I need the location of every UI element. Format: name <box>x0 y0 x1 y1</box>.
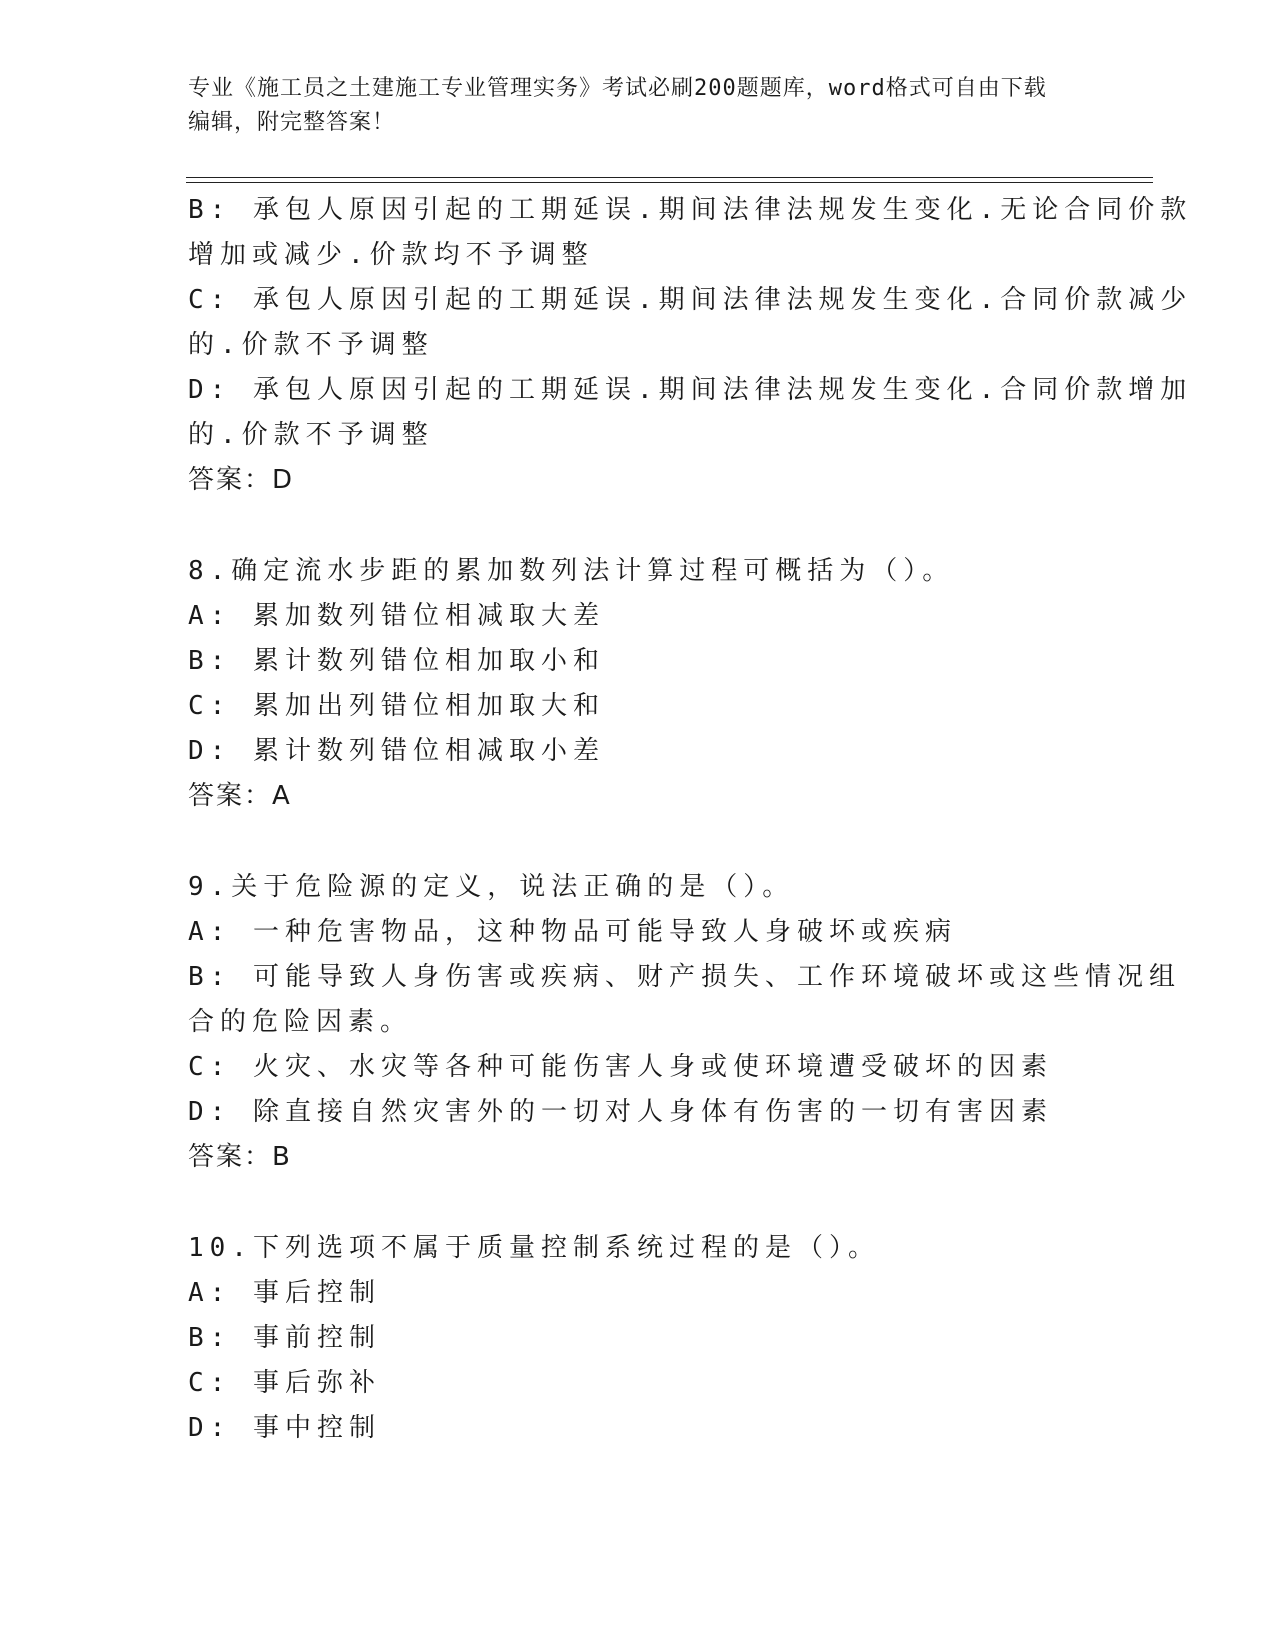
option-a: A: 事后控制 <box>188 1278 381 1308</box>
option-a: A: 累加数列错位相减取大差 <box>188 601 605 631</box>
question-8 <box>188 549 1088 819</box>
option-d: D: 事中控制 <box>188 1413 381 1443</box>
question-9 <box>188 865 1181 1180</box>
option-c-line-1: C: 承包人原因引起的工期延误.期间法律法规发生变化.合同价款减少 <box>188 285 1193 315</box>
option-b-line-2: 增加或减少.价款均不予调整 <box>188 240 594 270</box>
option-d-line-1: D: 承包人原因引起的工期延误.期间法律法规发生变化.合同价款增加 <box>188 375 1193 405</box>
option-d: D: 累计数列错位相减取小差 <box>188 736 605 766</box>
option-d: D: 除直接自然灾害外的一切对人身体有伤害的一切有害因素 <box>188 1097 1053 1127</box>
option-c: C: 累加出列错位相加取大和 <box>188 691 605 721</box>
option-c: C: 事后弥补 <box>188 1368 381 1398</box>
option-b: B: 事前控制 <box>188 1323 381 1353</box>
question-stem: 10.下列选项不属于质量控制系统过程的是（）。 <box>188 1233 880 1263</box>
option-b-line-1: B: 可能导致人身伤害或疾病、财产损失、工作环境破坏或这些情况组 <box>188 962 1181 992</box>
option-b: B: 累计数列错位相加取小和 <box>188 646 605 676</box>
answer-label: 答案：A <box>188 781 292 811</box>
header-divider-bottom <box>186 182 1153 183</box>
question-list <box>188 188 1193 1451</box>
document-header: 专业《施工员之土建施工专业管理实务》考试必刷200题题库，word格式可自由下载编辑，附完整答案！ <box>188 76 1047 135</box>
answer-label: 答案：D <box>188 465 295 495</box>
question-stem: 9.关于危险源的定义，说法正确的是（）。 <box>188 872 795 902</box>
option-d-line-2: 的.价款不予调整 <box>188 420 434 450</box>
question-10 <box>188 1226 1088 1451</box>
option-a: A: 一种危害物品，这种物品可能导致人身破坏或疾病 <box>188 917 957 947</box>
header-divider-top <box>186 177 1153 178</box>
answer-label: 答案：B <box>188 1142 292 1172</box>
option-c: C: 火灾、水灾等各种可能伤害人身或使环境遭受破坏的因素 <box>188 1052 1053 1082</box>
option-b-line-1: B: 承包人原因引起的工期延误.期间法律法规发生变化.无论合同价款 <box>188 195 1193 225</box>
question-stem: 8.确定流水步距的累加数列法计算过程可概括为（）。 <box>188 556 955 586</box>
option-b-line-2: 合的危险因素。 <box>188 1007 413 1037</box>
question-7-continued <box>188 188 1193 503</box>
option-c-line-2: 的.价款不予调整 <box>188 330 434 360</box>
